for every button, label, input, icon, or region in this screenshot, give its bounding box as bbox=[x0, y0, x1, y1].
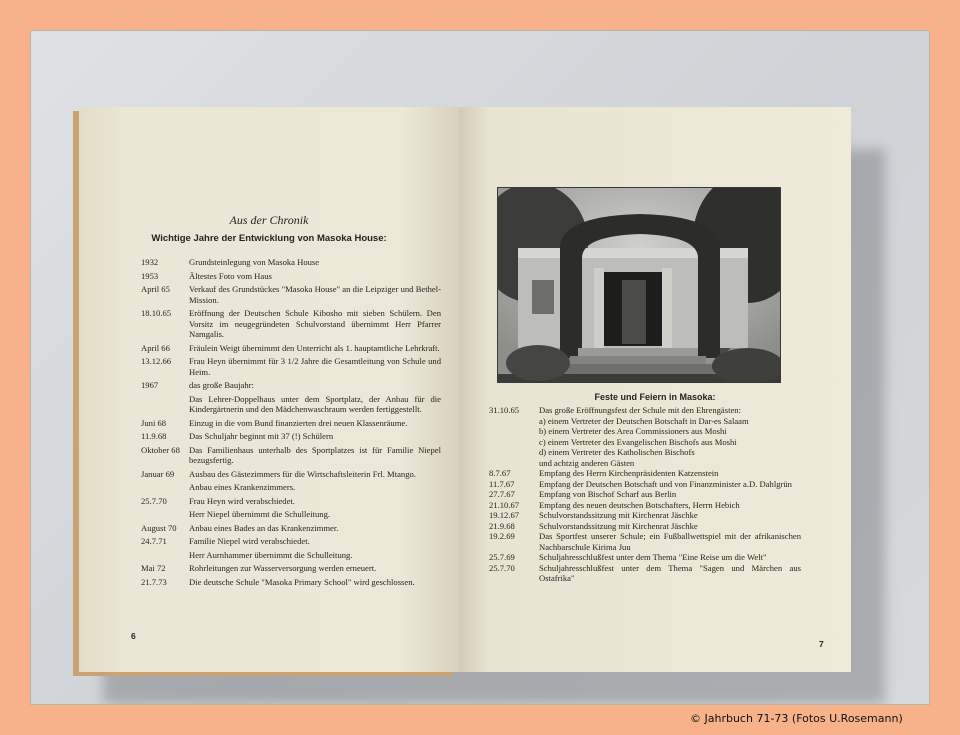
chronik-entries bbox=[141, 257, 441, 590]
entry-text: Empfang der Deutschen Botschaft und von Finanzminister a.D. Dahlgrün bbox=[539, 478, 792, 489]
entry-text: Empfang des Herrn Kirchenpräsidenten Katzenstein bbox=[539, 468, 719, 478]
entry-row bbox=[141, 257, 441, 268]
photo-background bbox=[30, 30, 930, 705]
entry-row bbox=[489, 416, 801, 427]
entry-date: 27.7.67 bbox=[489, 489, 515, 499]
entry-text: Frau Heyn übernimmt für 3 1/2 Jahre die Gesamtleitung von Schule und Heim. bbox=[189, 356, 441, 377]
entry-row bbox=[141, 469, 441, 480]
entry-row bbox=[489, 521, 801, 532]
entry-date: Januar 69 bbox=[141, 468, 175, 479]
entry-text: Das Familienhaus unterhalb des Sportplatzes ist für Familie Niepel bezugsfertig. bbox=[189, 444, 441, 465]
entry-text: Das Lehrer-Doppelhaus unter dem Sportplatz, der Anbau für die Kindergärtnerin und den Mädchenwaschraum werden fertiggestellt. bbox=[189, 393, 441, 414]
entry-text: Schulvorstandssitzung mit Kirchenrat Jäschke bbox=[539, 520, 698, 531]
entry-text: c) einem Vertreter des Evangelischen Bischofs aus Moshi bbox=[539, 436, 737, 447]
entry-date: 21.9.68 bbox=[489, 520, 515, 531]
entry-text: Verkauf des Grundstückes "Masoka House" an die Leipziger und Bethel-Mission. bbox=[189, 284, 441, 305]
entry-row bbox=[489, 458, 801, 469]
chronik-subtitle: Wichtige Jahre der Entwicklung von Masoka House: bbox=[151, 233, 387, 244]
entry-date: 21.10.67 bbox=[489, 499, 520, 510]
entry-date bbox=[489, 458, 539, 469]
entry-date: Juni 68 bbox=[141, 417, 167, 428]
entry-date: 11.7.67 bbox=[489, 478, 515, 489]
entry-row bbox=[489, 510, 801, 521]
entry-date: 8.7.67 bbox=[489, 468, 511, 478]
entry-row bbox=[141, 284, 441, 305]
entry-text: Ausbau des Gästezimmers für die Wirtschaftsleiterin Frl. Mtango. bbox=[189, 468, 416, 479]
entry-text: das große Baujahr: bbox=[189, 380, 254, 390]
entry-row bbox=[141, 343, 441, 354]
entry-text: Das Sportfest unserer Schule; ein Fußballwettspiel mit der afrikanischen Nachbarschule Kirima Juu bbox=[539, 531, 801, 552]
entry-text: Frau Heyn wird verabschiedet. bbox=[189, 495, 295, 506]
entry-row bbox=[141, 550, 441, 561]
house-photo-image bbox=[498, 188, 781, 383]
entry-date: 1967 bbox=[141, 380, 159, 390]
house-photo bbox=[497, 187, 781, 383]
entry-row bbox=[141, 308, 441, 340]
entry-text: Rohrleitungen zur Wasserversorgung werden erneuert. bbox=[189, 563, 377, 573]
entry-text: Herr Niepel übernimmt die Schulleitung. bbox=[189, 509, 331, 519]
entry-row bbox=[141, 496, 441, 507]
entry-date bbox=[141, 394, 189, 415]
entry-text: Schulvorstandssitzung mit Kirchenrat Jäschke bbox=[539, 510, 698, 520]
entry-date: 31.10.65 bbox=[489, 405, 520, 415]
entry-text: Ältestes Foto vom Haus bbox=[189, 270, 272, 281]
entry-text: Anbau eines Bades an das Krankenzimmer. bbox=[189, 522, 339, 533]
entry-date bbox=[141, 509, 189, 520]
entry-text: Anbau eines Krankenzimmers. bbox=[189, 482, 296, 492]
chronik-title: Aus der Chronik bbox=[229, 213, 309, 227]
entry-date: 11.9.68 bbox=[141, 431, 167, 441]
entry-row bbox=[141, 509, 441, 520]
entry-date bbox=[141, 482, 189, 493]
entry-row bbox=[489, 447, 801, 458]
right-page-number: 7 bbox=[819, 639, 824, 649]
entry-date: 18.10.65 bbox=[141, 308, 172, 318]
entry-text: Empfang von Bischof Scharf aus Berlin bbox=[539, 489, 677, 499]
entry-row bbox=[141, 271, 441, 282]
entry-row bbox=[489, 426, 801, 437]
feste-entries bbox=[489, 405, 801, 584]
entry-date: 13.12.66 bbox=[141, 356, 172, 366]
entry-date: 25.7.70 bbox=[489, 562, 515, 573]
entry-date: Oktober 68 bbox=[141, 444, 180, 455]
entry-date: 19.12.67 bbox=[489, 510, 520, 520]
entry-date: 25.7.69 bbox=[489, 552, 515, 562]
entry-text: Empfang des neuen deutschen Botschafters, Herrn Hebich bbox=[539, 499, 740, 510]
entry-row bbox=[141, 536, 441, 547]
entry-text: Familie Niepel wird verabschiedet. bbox=[189, 536, 310, 546]
entry-date: April 66 bbox=[141, 342, 170, 353]
entry-row bbox=[489, 531, 801, 552]
entry-row bbox=[141, 577, 441, 588]
entry-date: 1932 bbox=[141, 257, 159, 267]
entry-date bbox=[489, 437, 539, 448]
entry-text: Einzug in die vom Bund finanzierten drei neuen Klassenräume. bbox=[189, 417, 408, 428]
entry-row bbox=[141, 563, 441, 574]
entry-text: a) einem Vertreter der Deutschen Botschaft in Dar-es Salaam bbox=[539, 415, 749, 426]
entry-text: b) einem Vertreter des Area Commissioners aus Moshi bbox=[539, 426, 727, 436]
entry-date: April 65 bbox=[141, 284, 170, 294]
entry-row bbox=[489, 405, 801, 416]
entry-text: Eröffnung der Deutschen Schule Kibosho mit sieben Schülern. Den Vorsitz im neugegründeten Schulvorstand übernimmt Herr Pfarrer Namgalis. bbox=[189, 308, 441, 339]
entry-row bbox=[141, 356, 441, 377]
entry-text: Die deutsche Schule "Masoka Primary School" wird geschlossen. bbox=[189, 576, 415, 587]
entry-date: 25.7.70 bbox=[141, 495, 167, 506]
entry-text: Das große Eröffnungsfest der Schule mit den Ehrengästen: bbox=[539, 405, 741, 415]
entry-date: 1953 bbox=[141, 270, 159, 281]
entry-text: Herr Aurnhammer übernimmt die Schulleitung. bbox=[189, 549, 353, 560]
entry-date bbox=[141, 550, 189, 561]
entry-date bbox=[489, 426, 539, 437]
left-page bbox=[79, 107, 459, 672]
entry-date bbox=[489, 416, 539, 427]
entry-text: Schuljahresschlußfest unter dem Thema "Eine Reise um die Welt" bbox=[539, 552, 767, 562]
entry-row bbox=[141, 380, 441, 391]
entry-text: und achtzig anderen Gästen bbox=[539, 457, 635, 468]
entry-text: d) einem Vertreter des Katholischen Bischofs bbox=[539, 447, 695, 457]
entry-text: Fräulein Weigt übernimmt den Unterricht als 1. hauptamtliche Lehrkraft. bbox=[189, 342, 440, 353]
entry-text: Das Schuljahr beginnt mit 37 (!) Schülern bbox=[189, 431, 334, 441]
entry-date: 24.7.71 bbox=[141, 536, 167, 546]
entry-row bbox=[141, 482, 441, 493]
entry-date: 19.2.69 bbox=[489, 531, 515, 541]
entry-date bbox=[489, 447, 539, 458]
entry-date: Mai 72 bbox=[141, 563, 166, 573]
right-page bbox=[459, 107, 851, 672]
entry-row bbox=[141, 431, 441, 442]
entry-row bbox=[489, 563, 801, 584]
entry-row bbox=[141, 394, 441, 415]
entry-row bbox=[489, 552, 801, 563]
entry-row bbox=[489, 500, 801, 511]
entry-row bbox=[141, 523, 441, 534]
entry-row bbox=[141, 418, 441, 429]
entry-row bbox=[489, 479, 801, 490]
photo-caption: © Jahrbuch 71-73 (Fotos U.Rosemann) bbox=[690, 712, 903, 725]
left-page-number: 6 bbox=[131, 631, 136, 641]
entry-row bbox=[141, 445, 441, 466]
entry-row bbox=[489, 437, 801, 448]
entry-date: August 70 bbox=[141, 522, 177, 533]
entry-text: Grundsteinlegung von Masoka House bbox=[189, 257, 320, 267]
entry-row bbox=[489, 489, 801, 500]
entry-text: Schuljahresschlußfest unter dem Thema "Sagen und Märchen aus Ostafrika" bbox=[539, 562, 801, 583]
feste-title: Feste und Feiern in Masoka: bbox=[594, 392, 716, 402]
entry-row bbox=[489, 468, 801, 479]
entry-date: 21.7.73 bbox=[141, 576, 167, 587]
